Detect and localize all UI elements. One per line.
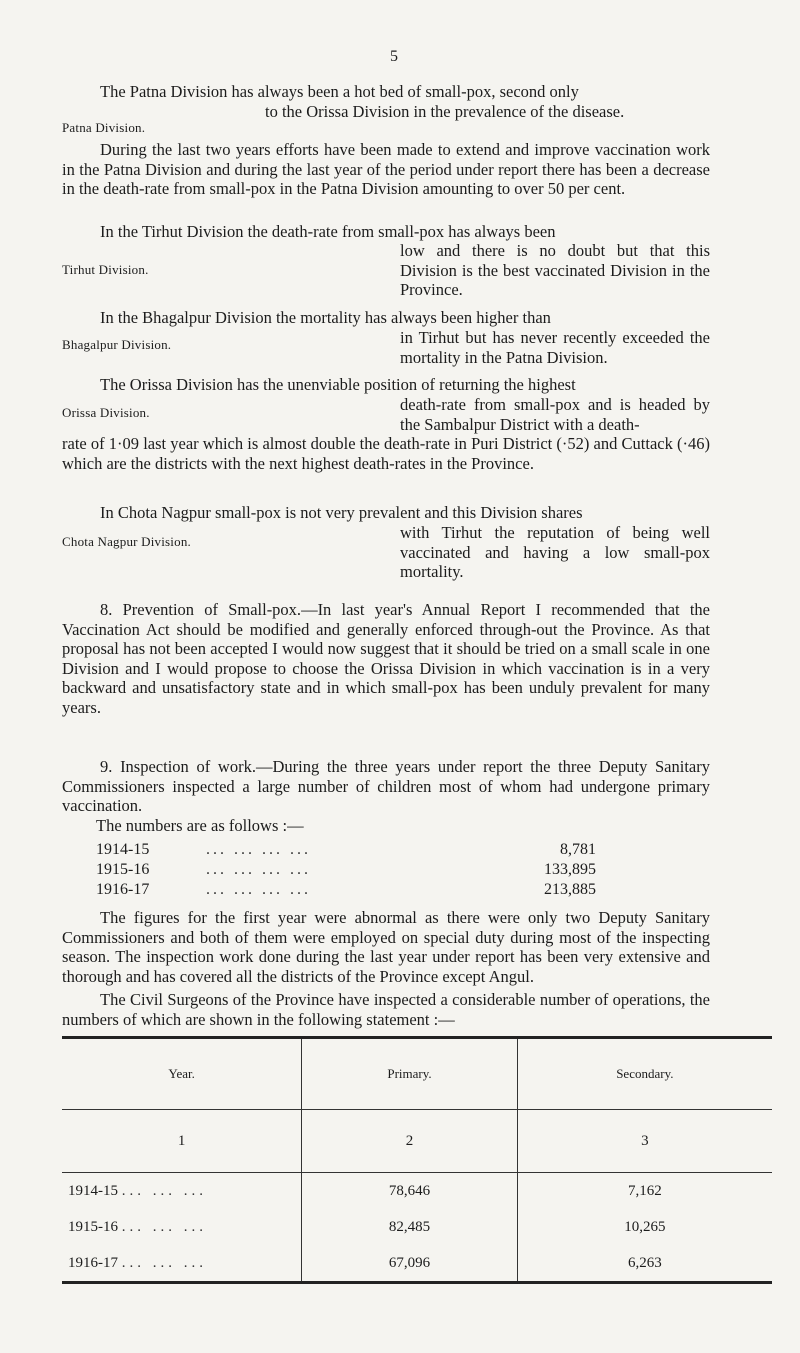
table-row [62, 1209, 772, 1245]
chota-lead: In Chota Nagpur small-pox is not very prevalent and this Division shares [100, 503, 583, 522]
header-primary: Primary. [302, 1038, 517, 1110]
col-number: 3 [517, 1110, 772, 1173]
table-cell-primary: 78,646 [302, 1173, 517, 1210]
section-9 [62, 757, 710, 816]
patna-lead: The Patna Division has always been a hot bed of small-pox, second only [100, 82, 579, 101]
tirhut-lead: In the Tirhut Division the death-rate from small-pox has always been [100, 222, 556, 241]
chota-rest: with Tirhut the reputation of being well vaccinated and having a low small-pox mortality. [400, 523, 710, 581]
orissa-rest: death-rate from small-pox and is headed by the Sambalpur District with a death- [400, 395, 710, 434]
section-9-text: —During the three years under report the three Deputy Sanitary Commissioners inspected a large number of children most of whom had undergone primary vaccination. [62, 757, 710, 815]
patna-side-heading: Patna Division. [62, 120, 146, 135]
page-number: 5 [390, 48, 398, 65]
list-value: 8,781 [560, 841, 596, 858]
list-year: 1916-17 [96, 881, 150, 898]
header-year: Year. [62, 1038, 302, 1110]
section-8-heading: 8. Prevention of Small-pox. [100, 600, 302, 619]
section-9-paragraph-2: The figures for the first year were abnormal as there were only two Deputy Sanitary Commissioners and both of them were employed on special duty during most of the inspecting season. The inspection work done during the last year under report has been very extensive and thorough and has covered all the districts of the Province except Angul. [62, 908, 710, 986]
list-item: 1916-17 ... ... ... ... 213,885 [96, 881, 596, 898]
bhagalpur-side-heading: Bhagalpur Division. [62, 337, 172, 352]
table-cell-primary: 67,096 [302, 1245, 517, 1283]
section-9-paragraph-3: The Civil Surgeons of the Province have inspected a considerable number of operations, the numbers of which are shown in the following statement :— [62, 990, 710, 1029]
list-year: 1915-16 [96, 861, 150, 878]
operations-table [62, 1036, 772, 1284]
list-value: 213,885 [544, 881, 596, 898]
orissa-tail: rate of 1·09 last year which is almost double the death-rate in Puri District (·52) and Cuttack (·46) which are the districts with the next highest death-rates in the Province. [62, 434, 710, 473]
table-cell-year: 1915-16 ... ... ... [62, 1209, 302, 1245]
bhagalpur-lead: In the Bhagalpur Division the mortality has always been higher than [100, 308, 551, 327]
table-cell-secondary: 6,263 [517, 1245, 772, 1283]
inspection-numbers-list [96, 840, 596, 900]
tirhut-side-heading: Tirhut Division. [62, 262, 149, 277]
table-row [62, 1245, 772, 1283]
table-cell-primary: 82,485 [302, 1209, 517, 1245]
table-cell-year: 1916-17 ... ... ... [62, 1245, 302, 1283]
orissa-side-heading: Orissa Division. [62, 405, 150, 420]
col-number: 2 [302, 1110, 517, 1173]
patna-rest: to the Orissa Division in the prevalence of the disease. [265, 102, 625, 121]
col-number: 1 [62, 1110, 302, 1173]
list-year: 1914-15 [96, 841, 150, 858]
list-value: 133,895 [544, 861, 596, 878]
list-item: 1915-16 ... ... ... ... 133,895 [96, 861, 596, 878]
bhagalpur-rest: in Tirhut but has never recently exceeded the mortality in the Patna Division. [400, 328, 710, 367]
list-item: 1914-15 ... ... ... ... 8,781 [96, 841, 596, 858]
chota-side-heading: Chota Nagpur Division. [62, 534, 191, 549]
tirhut-rest: low and there is no doubt but that this Division is the best vaccinated Division in the Province. [400, 241, 710, 299]
patna-paragraph: During the last two years efforts have been made to extend and improve vaccination work in the Patna Division and during the last year of the period under report there has been a decrease in the death-rate from small-pox in the Patna Division amounting to over 50 per cent. [62, 140, 710, 198]
table-cell-secondary: 7,162 [627, 1182, 662, 1199]
section-8 [62, 600, 710, 717]
header-secondary: Secondary. [517, 1038, 772, 1110]
table-cell-year: 1914-15 ... ... ... [62, 1173, 302, 1210]
numbers-intro: The numbers are as follows :— [96, 816, 304, 835]
section-8-text: —In last year's Annual Report I recommended that the Vaccination Act should be modified and generally enforced through-out the Province. As that proposal has not been accepted I would now suggest that it should be tried on a small scale in one Division and I would propose to choose the Orissa Division in which vaccination is in a very backward and unsatisfactory state and in which small-pox has been unduly prevalent for many years. [62, 600, 710, 717]
table-cell-secondary: 10,265 [624, 1218, 666, 1235]
patna-section [62, 82, 710, 102]
orissa-lead: The Orissa Division has the unenviable position of returning the highest [100, 375, 576, 394]
section-9-heading: 9. Inspection of work. [100, 757, 256, 776]
table-row [62, 1173, 772, 1210]
